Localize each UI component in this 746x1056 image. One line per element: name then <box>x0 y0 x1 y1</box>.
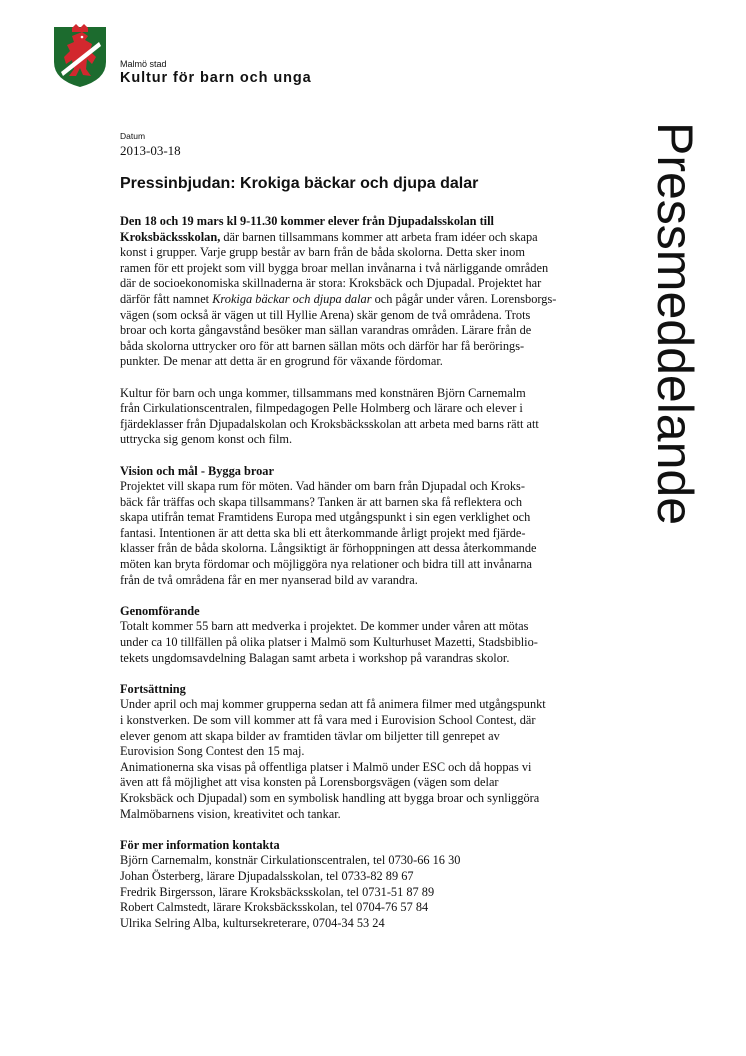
paragraph-line: Malmöbarnens vision, kreativitet och tankar. <box>120 806 341 821</box>
contact-line: Björn Carnemalm, konstnär Cirkulationscentralen, tel 0730-66 16 30 <box>120 853 461 868</box>
contact-section <box>120 838 590 932</box>
paragraph-line: klasser från de båda skolorna. Långsiktigt är förhoppningen att dessa återkommande <box>120 541 537 556</box>
genomforande-section <box>120 604 590 666</box>
date-label: Datum <box>120 131 146 141</box>
partners-paragraph <box>120 386 590 448</box>
paragraph-line: tekets ungdomsavdelning Balagan samt arbeta i workshop på varandras skolor. <box>120 650 510 665</box>
intro-paragraph <box>120 214 590 370</box>
section-heading: Fortsättning <box>120 681 186 696</box>
contact-line: Ulrika Selring Alba, kultursekreterare, 0704-34 53 24 <box>120 915 385 930</box>
fortsattning-section <box>120 682 590 822</box>
paragraph-line: Kroksbäck och Djupadal) som en symbolisk handling att bygga broar och synliggöra <box>120 790 540 805</box>
paragraph-line: Projektet vill skapa rum för möten. Vad händer om barn från Djupadal och Kroks- <box>120 479 525 494</box>
paragraph-line: Animationerna ska visas på offentliga platser i Malmö under ESC och då hoppas vi <box>120 759 532 774</box>
intro-line: broar och korta gångavstånd besöker man sällan varandras områden. Lärare från de <box>120 323 532 338</box>
paragraph-line: bäck får träffas och skapa tillsammans? Tanken är att barnen ska få reflektera och <box>120 494 523 509</box>
side-label-wrapper <box>635 122 705 572</box>
paragraph-line: Totalt kommer 55 barn att medverka i projektet. De kommer under våren att mötas <box>120 619 529 634</box>
intro-line: Den 18 och 19 mars kl 9-11.30 kommer elever från Djupadalsskolan till <box>120 214 494 228</box>
logo-crown-icon <box>72 24 88 32</box>
paragraph-line: Kultur för barn och unga kommer, tillsammans med konstnären Björn Carnemalm <box>120 385 526 400</box>
vision-section <box>120 464 590 589</box>
intro-line: konst i grupper. Varje grupp består av barn från de båda skolorna. Detta sker inom <box>120 245 525 260</box>
contact-line: Johan Österberg, lärare Djupadalsskolan, tel 0733-82 89 67 <box>120 868 414 883</box>
date-value: 2013-03-18 <box>120 143 181 158</box>
intro-line: ramen för ett projekt som vill bygga broar mellan invånarna i två närliggande områden <box>120 260 549 275</box>
org-name-small: Malmö stad <box>120 59 167 69</box>
section-heading: För mer information kontakta <box>120 837 280 852</box>
section-heading: Genomförande <box>120 603 200 618</box>
paragraph-line: i konstverken. De som vill kommer att få vara med i Eurovision School Contest, där <box>120 713 536 727</box>
section-heading: Vision och mål - Bygga broar <box>120 463 274 478</box>
contact-line: Robert Calmstedt, lärare Kroksbäcksskolan, tel 0704-76 57 84 <box>120 900 429 915</box>
document-body <box>120 214 590 947</box>
side-label: Pressmeddelande <box>647 122 703 526</box>
paragraph-line: möten kan bryta fördomar och möjliggöra nya relationer och bidra till att invånarna <box>120 557 533 572</box>
intro-line-bold: Kroksbäcksskolan, <box>120 229 221 244</box>
paragraph-line: elever genom att skapa bilder av framtiden tävlar om biljetter till genrepet av <box>120 728 500 743</box>
paragraph-line: Eurovision Song Contest den 15 maj. <box>120 744 305 759</box>
paragraph-line: uttrycka sig genom konst och film. <box>120 432 293 447</box>
paragraph-line: från Cirkulationscentralen, filmpedagogen Pelle Holmberg och lärare och elever i <box>120 401 523 416</box>
paragraph-line: skapa utifrån temat Framtidens Europa med utgångspunkt i sin egen verklighet och <box>120 510 531 525</box>
paragraph-line: fantasi. Intentionen är att detta ska bli ett återkommande årligt projekt med fjärde- <box>120 525 526 540</box>
page-title: Pressinbjudan: Krokiga bäckar och djupa dalar <box>120 175 479 192</box>
paragraph-line: från de två områdena får en mer nyanserad bild av varandra. <box>120 572 418 587</box>
paragraph-line: Under april och maj kommer grupperna sedan att få animera filmer med utgångspunkt <box>120 697 546 712</box>
malmo-stad-logo <box>52 24 108 88</box>
intro-line: därför fått namnet <box>120 291 213 306</box>
intro-line: punkter. De menar att detta är en grogrund för växande fördomar. <box>120 354 443 369</box>
contact-line: Fredrik Birgersson, lärare Kroksbäcksskolan, tel 0731-51 87 89 <box>120 884 435 899</box>
paragraph-line: även att få möjlighet att visa konsten på Lorensborgsvägen (vägen som delar <box>120 775 499 790</box>
intro-line: där de socioekonomiska skillnaderna är stora: Kroksbäck och Djupadal. Projektet har <box>120 276 542 291</box>
intro-line: vägen (som också är vägen ut till Hyllie Arena) skär genom de två områdena. Trots <box>120 307 531 322</box>
project-name: Krokiga bäckar och djupa dalar <box>212 291 372 306</box>
intro-line: och pågår under våren. Lorensborgs- <box>371 291 557 306</box>
paragraph-line: under ca 10 tillfällen på olika platser i Malmö som Kulturhuset Mazetti, Stadsbiblio- <box>120 635 538 650</box>
intro-line: båda skolorna uttrycker oro för att barnen sällan möts och därför har få berörings- <box>120 338 525 353</box>
logo-eye-icon <box>81 36 84 39</box>
intro-line: där barnen tillsammans kommer att arbeta fram idéer och skapa <box>220 229 538 244</box>
paragraph-line: fjärdeklasser från Djupadalskolan och Kroksbäcksskolan att arbeta med barns rätt att <box>120 416 539 431</box>
org-name: Kultur för barn och unga <box>120 70 312 86</box>
